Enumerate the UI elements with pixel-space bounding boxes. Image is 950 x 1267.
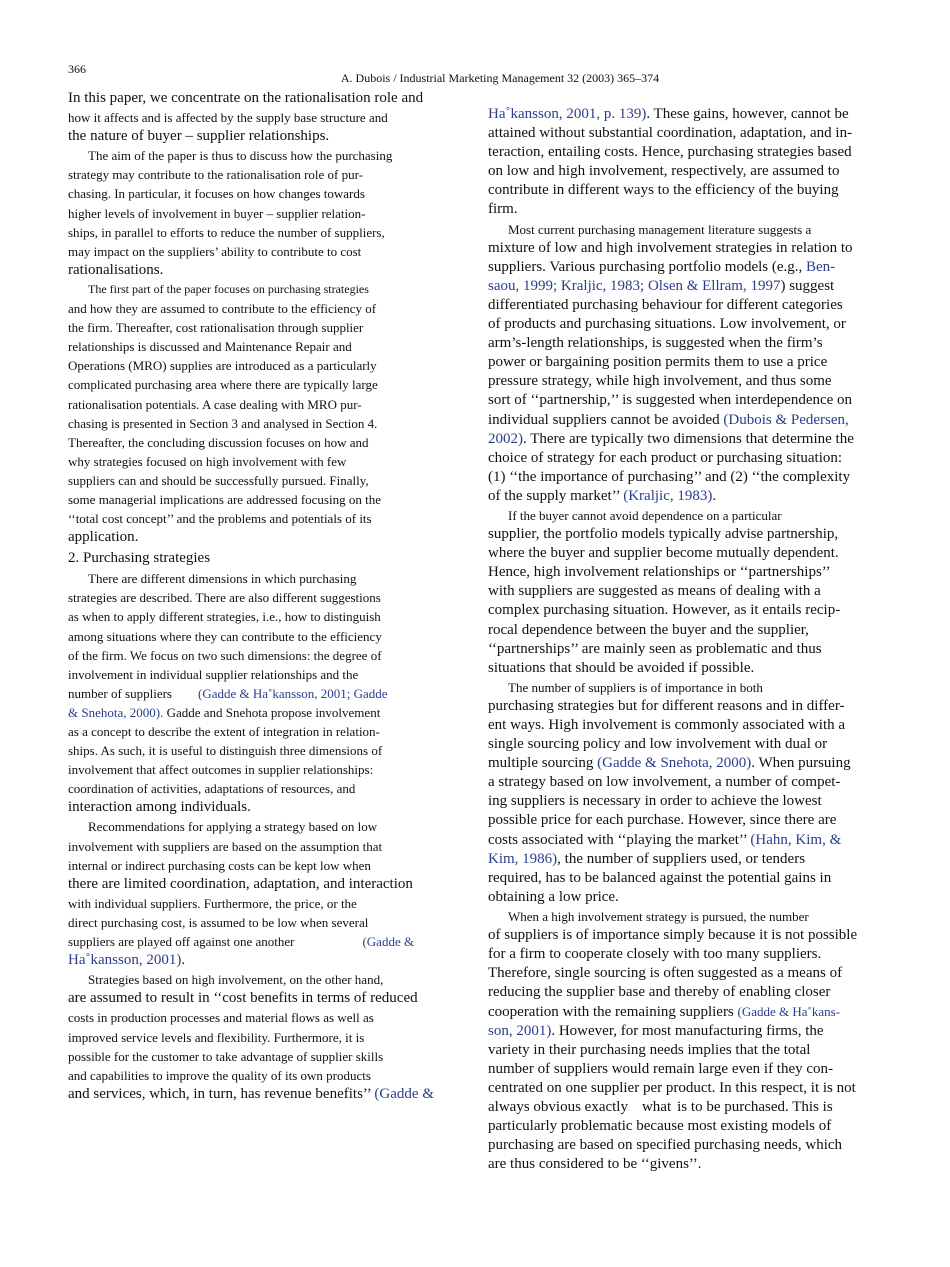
text-line	[488, 277, 883, 296]
text-line: some managerial implications are addressed focusing on the	[68, 491, 381, 507]
text-line: There are different dimensions in which purchasing	[88, 571, 357, 587]
text-line: obtaining a low price.	[488, 888, 619, 905]
text-line: choice of strategy for each product or purchasing situation:	[488, 449, 843, 466]
text-line: direct purchasing cost, is assumed to be low when several	[68, 914, 369, 930]
text-line: and how they are assumed to contribute to the efficiency of	[68, 301, 377, 317]
text-line: Strategies based on high involvement, on the other hand,	[88, 972, 384, 988]
text-run: .	[181, 952, 186, 969]
text-line: suppliers can and should be successfully pursued. Finally,	[68, 472, 369, 488]
text-line: coordination of activities, adaptations of resources, and	[68, 781, 356, 797]
text-line: involvement that affect outcomes in supplier relationships:	[68, 762, 374, 778]
section-heading: 2. Purchasing strategies	[68, 550, 211, 567]
text-line	[488, 850, 883, 869]
text-line: pressure strategy, while high involvement, and thus some	[488, 373, 832, 390]
citation-link[interactable]: (Gadde &	[362, 934, 415, 950]
text-run: what	[641, 1098, 672, 1115]
text-run: multiple sourcing	[488, 755, 598, 772]
text-line: how it affects and is affected by the supply base structure and	[68, 110, 388, 126]
text-line: higher levels of involvement in buyer – supplier relation-	[68, 205, 366, 221]
text-line: internal or indirect purchasing costs can be kept low when	[68, 857, 371, 873]
text-line: with suppliers are suggested as means of dealing with a	[488, 583, 821, 600]
text-line: rationalisations.	[68, 261, 164, 278]
text-line: reducing the supplier base and thereby of enabling closer	[488, 984, 831, 1001]
citation-link[interactable]: (Dubois & Pedersen,	[723, 411, 849, 428]
citation-link[interactable]: Kim, 1986)	[488, 850, 558, 867]
text-line: sort of ‘‘partnership,’’ is suggested when interdependence on	[488, 392, 853, 409]
text-line: possible price for each purchase. However, since there are	[488, 812, 837, 829]
text-line: involvement with suppliers are based on the assumption that	[68, 838, 383, 854]
text-run: and services, which, in turn, has revenue benefits’’	[68, 1085, 375, 1102]
text-line	[488, 411, 883, 430]
text-run: number of suppliers	[68, 685, 172, 701]
text-run: . However, for most manufacturing firms, the	[551, 1022, 824, 1039]
text-line: required, has to be balanced against the potential gains in	[488, 869, 832, 886]
text-line: the nature of buyer – supplier relationships.	[68, 128, 330, 145]
text-run: always obvious exactly	[488, 1098, 628, 1115]
text-line: Hence, high involvement relationships or ‘‘partnerships’’	[488, 564, 831, 581]
text-line: firm.	[488, 201, 518, 218]
citation-link[interactable]: Ha˚kansson, 2001)	[68, 952, 182, 969]
text-line: strategy may contribute to the rationalisation role of pur-	[68, 167, 364, 183]
text-line: rationalisation potentials. A case dealing with MRO pur-	[68, 396, 362, 412]
text-line: variety in their purchasing needs implies that the total	[488, 1041, 811, 1058]
text-line: ships. As such, it is useful to distinguish three dimensions of	[68, 743, 383, 759]
text-line: of the firm. We focus on two such dimensions: the degree of	[68, 647, 382, 663]
text-line: attained without substantial coordination, adaptation, and in-	[488, 125, 853, 142]
running-head: A. Dubois / Industrial Marketing Management 32 (2003) 365–374	[340, 71, 660, 85]
text-line: If the buyer cannot avoid dependence on a particular	[508, 507, 782, 523]
text-line: with individual suppliers. Furthermore, the price, or the	[68, 895, 357, 911]
text-line: rocal dependence between the buyer and the supplier,	[488, 621, 809, 638]
citation-link[interactable]: 2002)	[488, 430, 523, 447]
text-line: differentiated purchasing behaviour for different categories	[488, 296, 843, 313]
text-line: where the buyer and supplier become mutually dependent.	[488, 545, 839, 562]
text-line: purchasing strategies but for different reasons and in differ-	[488, 697, 845, 714]
text-line	[68, 703, 461, 722]
text-line	[68, 684, 461, 703]
text-line	[68, 932, 461, 951]
text-line: improved service levels and flexibility. Furthermore, it is	[68, 1029, 365, 1045]
text-line	[488, 258, 883, 277]
text-line: application.	[68, 529, 139, 546]
text-line: chasing. In particular, it focuses on how changes towards	[68, 186, 365, 202]
text-line: ‘‘total cost concept’’ and the problems and potentials of its	[68, 511, 372, 527]
text-line	[488, 1022, 883, 1041]
text-line: supplier, the portfolio models typically advise partnership,	[488, 526, 839, 543]
text-line: number of suppliers would remain large even if they con-	[488, 1060, 834, 1077]
text-run: suppliers are played off against one another	[68, 934, 295, 950]
citation-link[interactable]: & Snehota, 2000).	[68, 704, 164, 720]
text-line: purchasing are based on specified purchasing needs, which	[488, 1137, 843, 1154]
citation-link[interactable]: (Hahn, Kim, &	[750, 831, 842, 848]
text-run: Gadde and Snehota propose involvement	[163, 704, 381, 720]
text-line: a strategy based on low involvement, a number of compet-	[488, 774, 841, 791]
text-line: situations that should be avoided if possible.	[488, 659, 755, 676]
text-run: of the supply market’’	[488, 487, 624, 504]
text-line: may impact on the suppliers’ ability to contribute to cost	[68, 243, 362, 259]
text-line: single sourcing policy and low involvement with dual or	[488, 736, 828, 753]
text-line: ships, in parallel to efforts to reduce the number of suppliers,	[68, 224, 385, 240]
text-line	[488, 487, 883, 506]
text-line: particularly problematic because most existing models of	[488, 1117, 832, 1134]
text-line: Recommendations for applying a strategy based on low	[88, 819, 378, 835]
text-line: In this paper, we concentrate on the rationalisation role and	[68, 90, 424, 106]
text-run: . When pursuing	[751, 755, 851, 772]
text-line: Operations (MRO) supplies are introduced as a particularly	[68, 358, 377, 374]
text-line: (1) ‘‘the importance of purchasing’’ and (2) ‘‘the complexity	[488, 468, 851, 485]
text-run: , the number of suppliers used, or tenders	[557, 850, 806, 867]
text-line: there are limited coordination, adaptation, and interaction	[68, 875, 413, 892]
text-run: costs associated with ‘‘playing the market’’	[488, 831, 751, 848]
text-line: are assumed to result in ‘‘cost benefits in terms of reduced	[68, 990, 418, 1007]
text-line: ‘‘partnerships’’ are mainly seen as problematic and thus	[488, 640, 822, 657]
citation-link[interactable]: Ha˚kansson, 2001, p. 139)	[488, 106, 647, 122]
text-run: suppliers. Various purchasing portfolio models (e.g.,	[488, 258, 807, 275]
text-line: are thus considered to be ‘‘givens’’.	[488, 1156, 702, 1173]
text-line: costs in production processes and material flows as well as	[68, 1010, 374, 1026]
text-line	[488, 430, 883, 449]
text-run: is to be purchased. This is	[677, 1098, 833, 1115]
text-line: The aim of the paper is thus to discuss how the purchasing	[88, 148, 393, 164]
text-run: cooperation with the remaining suppliers	[488, 1004, 738, 1021]
citation-link[interactable]: Ben-	[806, 258, 836, 275]
text-line: interaction among individuals.	[68, 799, 251, 816]
text-line: why strategies focused on high involvement with few	[68, 453, 347, 469]
text-run: ) suggest	[780, 277, 835, 294]
text-line	[68, 951, 461, 970]
text-line: When a high involvement strategy is pursued, the number	[508, 908, 809, 924]
text-line: mixture of low and high involvement strategies in relation to	[488, 239, 853, 256]
text-line: strategies are described. There are also different suggestions	[68, 590, 381, 606]
text-run: individual suppliers cannot be avoided	[488, 411, 724, 428]
citation-link[interactable]: son, 2001)	[488, 1022, 552, 1039]
citation-link[interactable]: (Gadde & Ha˚kans-	[737, 1004, 841, 1020]
text-line	[488, 1002, 883, 1021]
text-line: for a firm to cooperate closely with too many suppliers.	[488, 946, 822, 963]
text-line	[488, 754, 883, 773]
text-line	[488, 105, 883, 124]
text-line: relationships is discussed and Maintenance Repair and	[68, 339, 352, 355]
text-line	[488, 831, 883, 850]
text-run: . These gains, however, cannot be	[646, 106, 849, 122]
text-line: teraction, entailing costs. Hence, purchasing strategies based	[488, 144, 852, 161]
text-line: ing suppliers is necessary in order to achieve the lowest	[488, 793, 822, 810]
text-line: power or bargaining position permits them to use a price	[488, 354, 828, 371]
text-line: and capabilities to improve the quality of its own products	[68, 1067, 371, 1083]
citation-link[interactable]: (Gadde & Snehota, 2000)	[597, 755, 752, 772]
text-line: chasing is presented in Section 3 and analysed in Section 4.	[68, 415, 378, 431]
text-line: contribute in different ways to the efficiency of the buying	[488, 182, 839, 199]
right-column	[488, 105, 883, 1174]
text-line: of suppliers is of importance simply because it is not possible	[488, 927, 858, 944]
citation-link[interactable]: (Gadde & Ha˚kansson, 2001; Gadde	[197, 685, 388, 701]
text-run: . There are typically two dimensions that determine the	[523, 430, 854, 447]
text-line: The number of suppliers is of importance in both	[508, 679, 763, 695]
citation-link[interactable]: (Gadde &	[374, 1085, 434, 1102]
citation-link[interactable]: (Kraljic, 1983)	[623, 487, 713, 504]
text-line: ent ways. High involvement is commonly associated with a	[488, 717, 846, 733]
text-line: Therefore, single sourcing is often suggested as a means of	[488, 965, 843, 982]
citation-link[interactable]: saou, 1999; Kraljic, 1983; Olsen & Ellram, 1997	[488, 277, 781, 294]
text-line: involvement in individual supplier relationships and the	[68, 666, 359, 682]
text-line: possible for the customer to take advantage of supplier skills	[68, 1048, 384, 1064]
text-run: .	[712, 487, 717, 504]
text-line	[488, 1098, 883, 1117]
text-line: among situations where they can contribute to the efficiency	[68, 628, 382, 644]
left-column	[68, 89, 461, 1104]
text-line: Most current purchasing management literature suggests a	[508, 221, 812, 237]
text-line: of products and purchasing situations. Low involvement, or	[488, 316, 846, 333]
text-line	[68, 1085, 461, 1104]
text-line: centrated on one supplier per product. In this respect, it is not	[488, 1079, 856, 1096]
text-line: arm’s-length relationships, is suggested when the firm’s	[488, 335, 823, 352]
text-line: complex purchasing situation. However, as it entails recip-	[488, 602, 841, 619]
text-line: the firm. Thereafter, cost rationalisation through supplier	[68, 320, 364, 336]
text-line: complicated purchasing area where there are typically large	[68, 377, 378, 393]
text-line: The first part of the paper focuses on purchasing strategies	[88, 281, 369, 296]
text-line: Thereafter, the concluding discussion focuses on how and	[68, 434, 369, 450]
text-line: on low and high involvement, respectively, are assumed to	[488, 163, 840, 180]
page-number: 366	[68, 62, 86, 76]
text-line: as a concept to describe the extent of integration in relation-	[68, 724, 380, 739]
text-line: as when to apply different strategies, i.e., how to distinguish	[68, 609, 381, 625]
